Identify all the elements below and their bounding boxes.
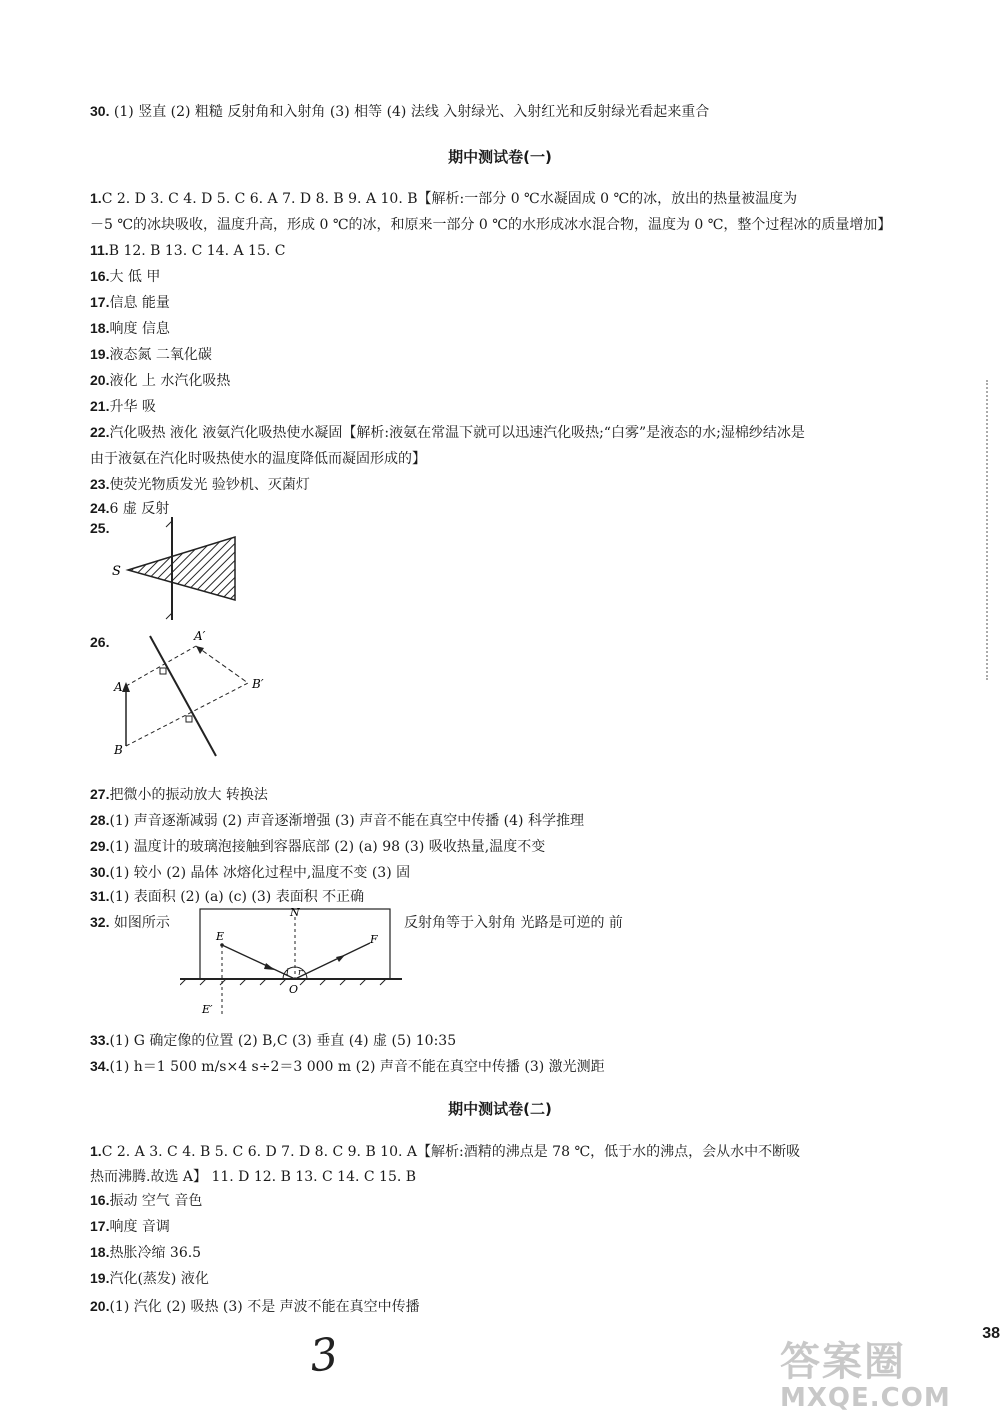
- answer-line: [90, 240, 285, 261]
- answer-text: 液化 上 水汽化吸热: [109, 373, 231, 389]
- answer-line: [90, 370, 230, 391]
- question-number: 20.: [90, 1298, 110, 1314]
- answer-text: 由于液氨在汽化时吸热使水的温度降低而凝固形成的】: [90, 451, 426, 467]
- answer-text: (1) 汽化 (2) 吸热 (3) 不是 声波不能在真空中传播: [109, 1299, 420, 1315]
- question-number: 1.: [90, 1143, 102, 1159]
- answer-line: [90, 266, 160, 287]
- question-number: 17.: [90, 294, 110, 310]
- q32-diagram: [180, 905, 405, 1020]
- label-a-prime: A′: [194, 629, 206, 643]
- answer-text: 6 虚 反射: [109, 501, 170, 517]
- question-number: 20.: [90, 372, 110, 388]
- question-number: 32.: [90, 914, 110, 930]
- question-number: 27.: [90, 786, 110, 802]
- question-number: 28.: [90, 812, 110, 828]
- answer-line: [90, 632, 109, 653]
- question-number: 33.: [90, 1032, 110, 1048]
- answer-text: 反射角等于入射角 光路是可逆的 前: [404, 915, 623, 931]
- answer-line: [90, 188, 797, 209]
- answer-line: [90, 214, 891, 235]
- question-number: 31.: [90, 888, 110, 904]
- answer-line: [90, 518, 109, 539]
- question-number: 19.: [90, 346, 110, 362]
- question-number: 21.: [90, 398, 110, 414]
- label-a: A: [114, 680, 123, 694]
- question-number: 34.: [90, 1058, 110, 1074]
- watermark-url: MXQE.COM: [780, 1383, 951, 1413]
- label-o: O: [289, 983, 299, 996]
- label-e-prime: E′: [202, 1003, 213, 1016]
- label-b-prime: B′: [252, 677, 264, 691]
- answer-text: B 12. B 13. C 14. A 15. C: [108, 243, 286, 259]
- question-number: 29.: [90, 838, 110, 854]
- answer-line: [90, 810, 584, 831]
- label-b: B: [114, 743, 123, 757]
- answer-line: [90, 862, 410, 883]
- answer-line: [90, 344, 212, 365]
- arrow-head: [264, 963, 275, 970]
- label-e: E: [216, 930, 225, 943]
- answer-line: [90, 448, 426, 469]
- answer-text: 升华 吸: [109, 399, 156, 415]
- question-number: 18.: [90, 320, 110, 336]
- right-angle-mark: [160, 668, 166, 674]
- answer-text: (1) G 确定像的位置 (2) B,C (3) 垂直 (4) 虚 (5) 10:35: [109, 1033, 457, 1049]
- answer-line: [90, 836, 545, 857]
- handwritten-mark: 3: [307, 1328, 341, 1383]
- answer-text: 响度 信息: [109, 321, 170, 337]
- answer-text: 振动 空气 音色: [109, 1193, 203, 1209]
- answer-text: 如图所示: [113, 915, 170, 931]
- question-number: 30.: [90, 864, 110, 880]
- answer-text: 把微小的振动放大 转换法: [109, 787, 268, 803]
- answer-text: 汽化吸热 液化 液氨汽化吸热使水凝固【解析:液氨在常温下就可以迅速汽化吸热;“白雾”是液态的水;湿棉纱结冰是: [109, 425, 805, 441]
- question-number: 1.: [90, 190, 102, 206]
- question-number: 26.: [90, 634, 110, 650]
- page-edge-marks: [986, 380, 994, 680]
- answer-text: 液态氮 二氧化碳: [109, 347, 212, 363]
- label-f: F: [370, 933, 378, 946]
- question-number: 25.: [90, 520, 110, 536]
- question-number: 23.: [90, 476, 110, 492]
- answer-text: (1) 声音逐渐减弱 (2) 声音逐渐增强 (3) 声音不能在真空中传播 (4) 科学推理: [109, 813, 584, 829]
- page-number: 38: [982, 1325, 1000, 1342]
- light-region: [128, 537, 235, 600]
- label-r: r: [298, 968, 303, 978]
- answer-line: [90, 1056, 605, 1077]
- answer-text: (1) h＝1 500 m/s×4 s÷2＝3 000 m (2) 声音不能在真空中传播 (3) 激光测距: [109, 1059, 605, 1075]
- answer-line: [90, 784, 268, 805]
- question-number: 16.: [90, 268, 110, 284]
- answer-text: (1) 表面积 (2) (a) (c) (3) 表面积 不正确: [109, 889, 365, 905]
- label-n: N: [290, 906, 300, 919]
- answer-line: [90, 1030, 456, 1051]
- answer-line: [90, 1141, 800, 1162]
- question-number: 30.: [90, 103, 110, 119]
- question-number: 17.: [90, 1218, 110, 1234]
- answer-line: [90, 1216, 170, 1237]
- answer-text: 热而沸腾.故选 A】 11. D 12. B 13. C 14. C 15. B: [90, 1169, 417, 1185]
- section-heading-2: 期中测试卷(二): [448, 1100, 552, 1118]
- watermark-text: 答案圈: [780, 1339, 906, 1385]
- q25-diagram: [110, 515, 250, 625]
- answer-text: (1) 温度计的玻璃泡接触到容器底部 (2) (a) 98 (3) 吸收热量,温度不变: [109, 839, 546, 855]
- answer-line: [90, 101, 709, 122]
- answer-line: [90, 1268, 209, 1289]
- answer-line: [90, 422, 805, 443]
- answer-line: [90, 1190, 202, 1211]
- arrow-head: [122, 682, 130, 692]
- section-heading-1: 期中测试卷(一): [448, 148, 552, 166]
- question-number: 16.: [90, 1192, 110, 1208]
- answer-line: [90, 1242, 201, 1263]
- answer-text: 响度 音调: [109, 1219, 170, 1235]
- question-number: 11.: [90, 242, 109, 258]
- question-number: 22.: [90, 424, 110, 440]
- answer-line: [90, 886, 364, 907]
- label-i: i: [286, 968, 289, 978]
- answer-text: －5 ℃的冰块吸收，温度升高，形成 0 ℃的冰，和原来一部分 0 ℃的水形成冰水混合物，温度为 0 ℃，整个过程冰的质量增加】: [90, 217, 892, 233]
- arrow-head: [336, 955, 345, 962]
- answer-text: C 2. A 3. C 4. B 5. C 6. D 7. D 8. C 9. B 10. A【解析:酒精的沸点是 78 ℃，低于水的沸点，会从水中不断吸: [101, 1144, 801, 1160]
- label-s: S: [112, 564, 121, 579]
- answer-text: 信息 能量: [109, 295, 170, 311]
- answer-line: [90, 318, 170, 339]
- right-angle-mark: [186, 716, 192, 722]
- question-number: 18.: [90, 1244, 110, 1260]
- point-e: [220, 943, 224, 947]
- construction-line: [126, 683, 248, 746]
- answer-text: 热胀冷缩 36.5: [109, 1245, 202, 1261]
- answer-line: [90, 292, 170, 313]
- answer-line: [90, 912, 170, 933]
- answer-text: C 2. D 3. C 4. D 5. C 6. A 7. D 8. B 9. A 10. B【解析:一部分 0 ℃水凝固成 0 ℃的冰，放出的热量被温度为: [101, 191, 798, 207]
- question-number: 24.: [90, 500, 110, 516]
- image-ab: [196, 646, 248, 683]
- arrow-head: [196, 646, 204, 654]
- answer-text: 使荧光物质发光 验钞机、灭菌灯: [109, 477, 310, 493]
- q26-diagram: [108, 628, 278, 763]
- answer-line: [90, 396, 156, 417]
- answer-text: (1) 较小 (2) 晶体 冰熔化过程中,温度不变 (3) 固: [109, 865, 411, 881]
- answer-line: [90, 1166, 416, 1187]
- watermark-logo: [780, 1330, 951, 1413]
- construction-line: [126, 646, 196, 686]
- answer-text: (1) 竖直 (2) 粗糙 反射角和入射角 (3) 相等 (4) 法线 入射绿光、入射红光和反射绿光看起来重合: [113, 104, 710, 120]
- answer-text: 汽化(蒸发) 液化: [109, 1271, 209, 1287]
- question-number: 19.: [90, 1270, 110, 1286]
- answer-text: 大 低 甲: [109, 269, 161, 285]
- answer-line: [90, 1296, 420, 1317]
- answer-line: [90, 474, 310, 495]
